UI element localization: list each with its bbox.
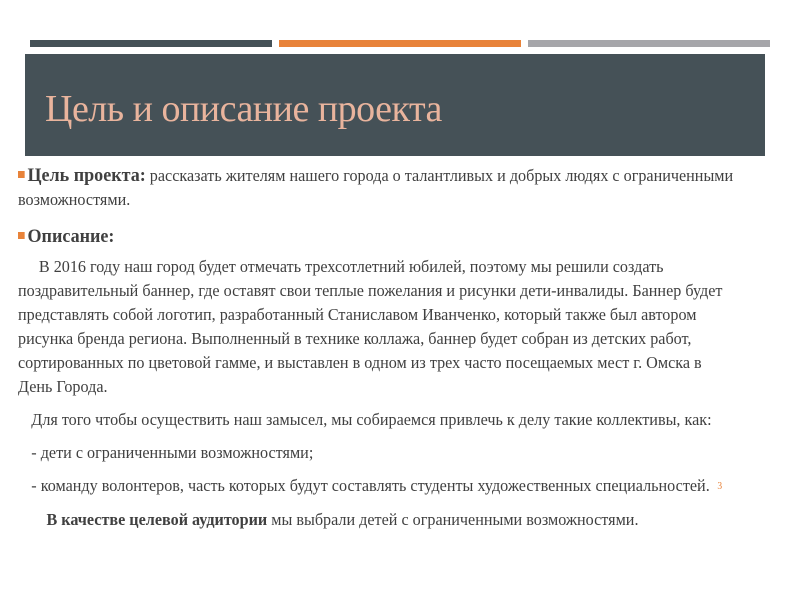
square-bullet-icon [18, 171, 25, 178]
header-bar-dark [30, 40, 272, 47]
list-item-text: - команду волонтеров, часть которых будут составлять студенты художественных специальностей. [31, 476, 710, 495]
goal-text: рассказать жителям нашего города о талантливых и добрых людях с ограниченными возможностями. [18, 166, 734, 209]
intro-line: Для того чтобы осуществить наш замысел, мы собираемся привлечь к делу такие коллективы, как: [31, 410, 712, 429]
square-bullet-icon [18, 232, 25, 239]
slide-title: Цель и описание проекта [45, 88, 442, 130]
description-body: В 2016 году наш город будет отмечать трехсотлетний юбилей, поэтому мы решили создать поздравительный баннер, где оставят свои теплые пожелания и рисунки дети-инвалиды. Баннер будет представлять собой логотип, разработанный Станиславом Иванченко, который также был автором рисунка бренда региона. Выполненный в технике коллажа, баннер будет собран из детских работ, сортированных по цветовой гамме, и выставлен в одном из трех часто посещаемых мест г. Омска в День Города. [18, 257, 723, 396]
page-number: 3 [717, 481, 723, 492]
header-bar-gray [528, 40, 770, 47]
description-heading [18, 225, 740, 249]
title-box [25, 54, 765, 156]
target-audience-line [18, 508, 740, 532]
goal-paragraph [18, 164, 740, 212]
slide-content [18, 164, 740, 532]
target-label: В качестве целевой аудитории [46, 510, 268, 529]
list-item: - дети с ограниченными возможностями; [31, 443, 314, 462]
goal-label: Цель проекта: [27, 165, 146, 186]
description-label: Описание: [27, 226, 115, 247]
target-text: мы выбрали детей с ограниченными возможностями. [267, 510, 639, 529]
header-bar-orange [279, 40, 521, 47]
list-item [18, 474, 740, 499]
